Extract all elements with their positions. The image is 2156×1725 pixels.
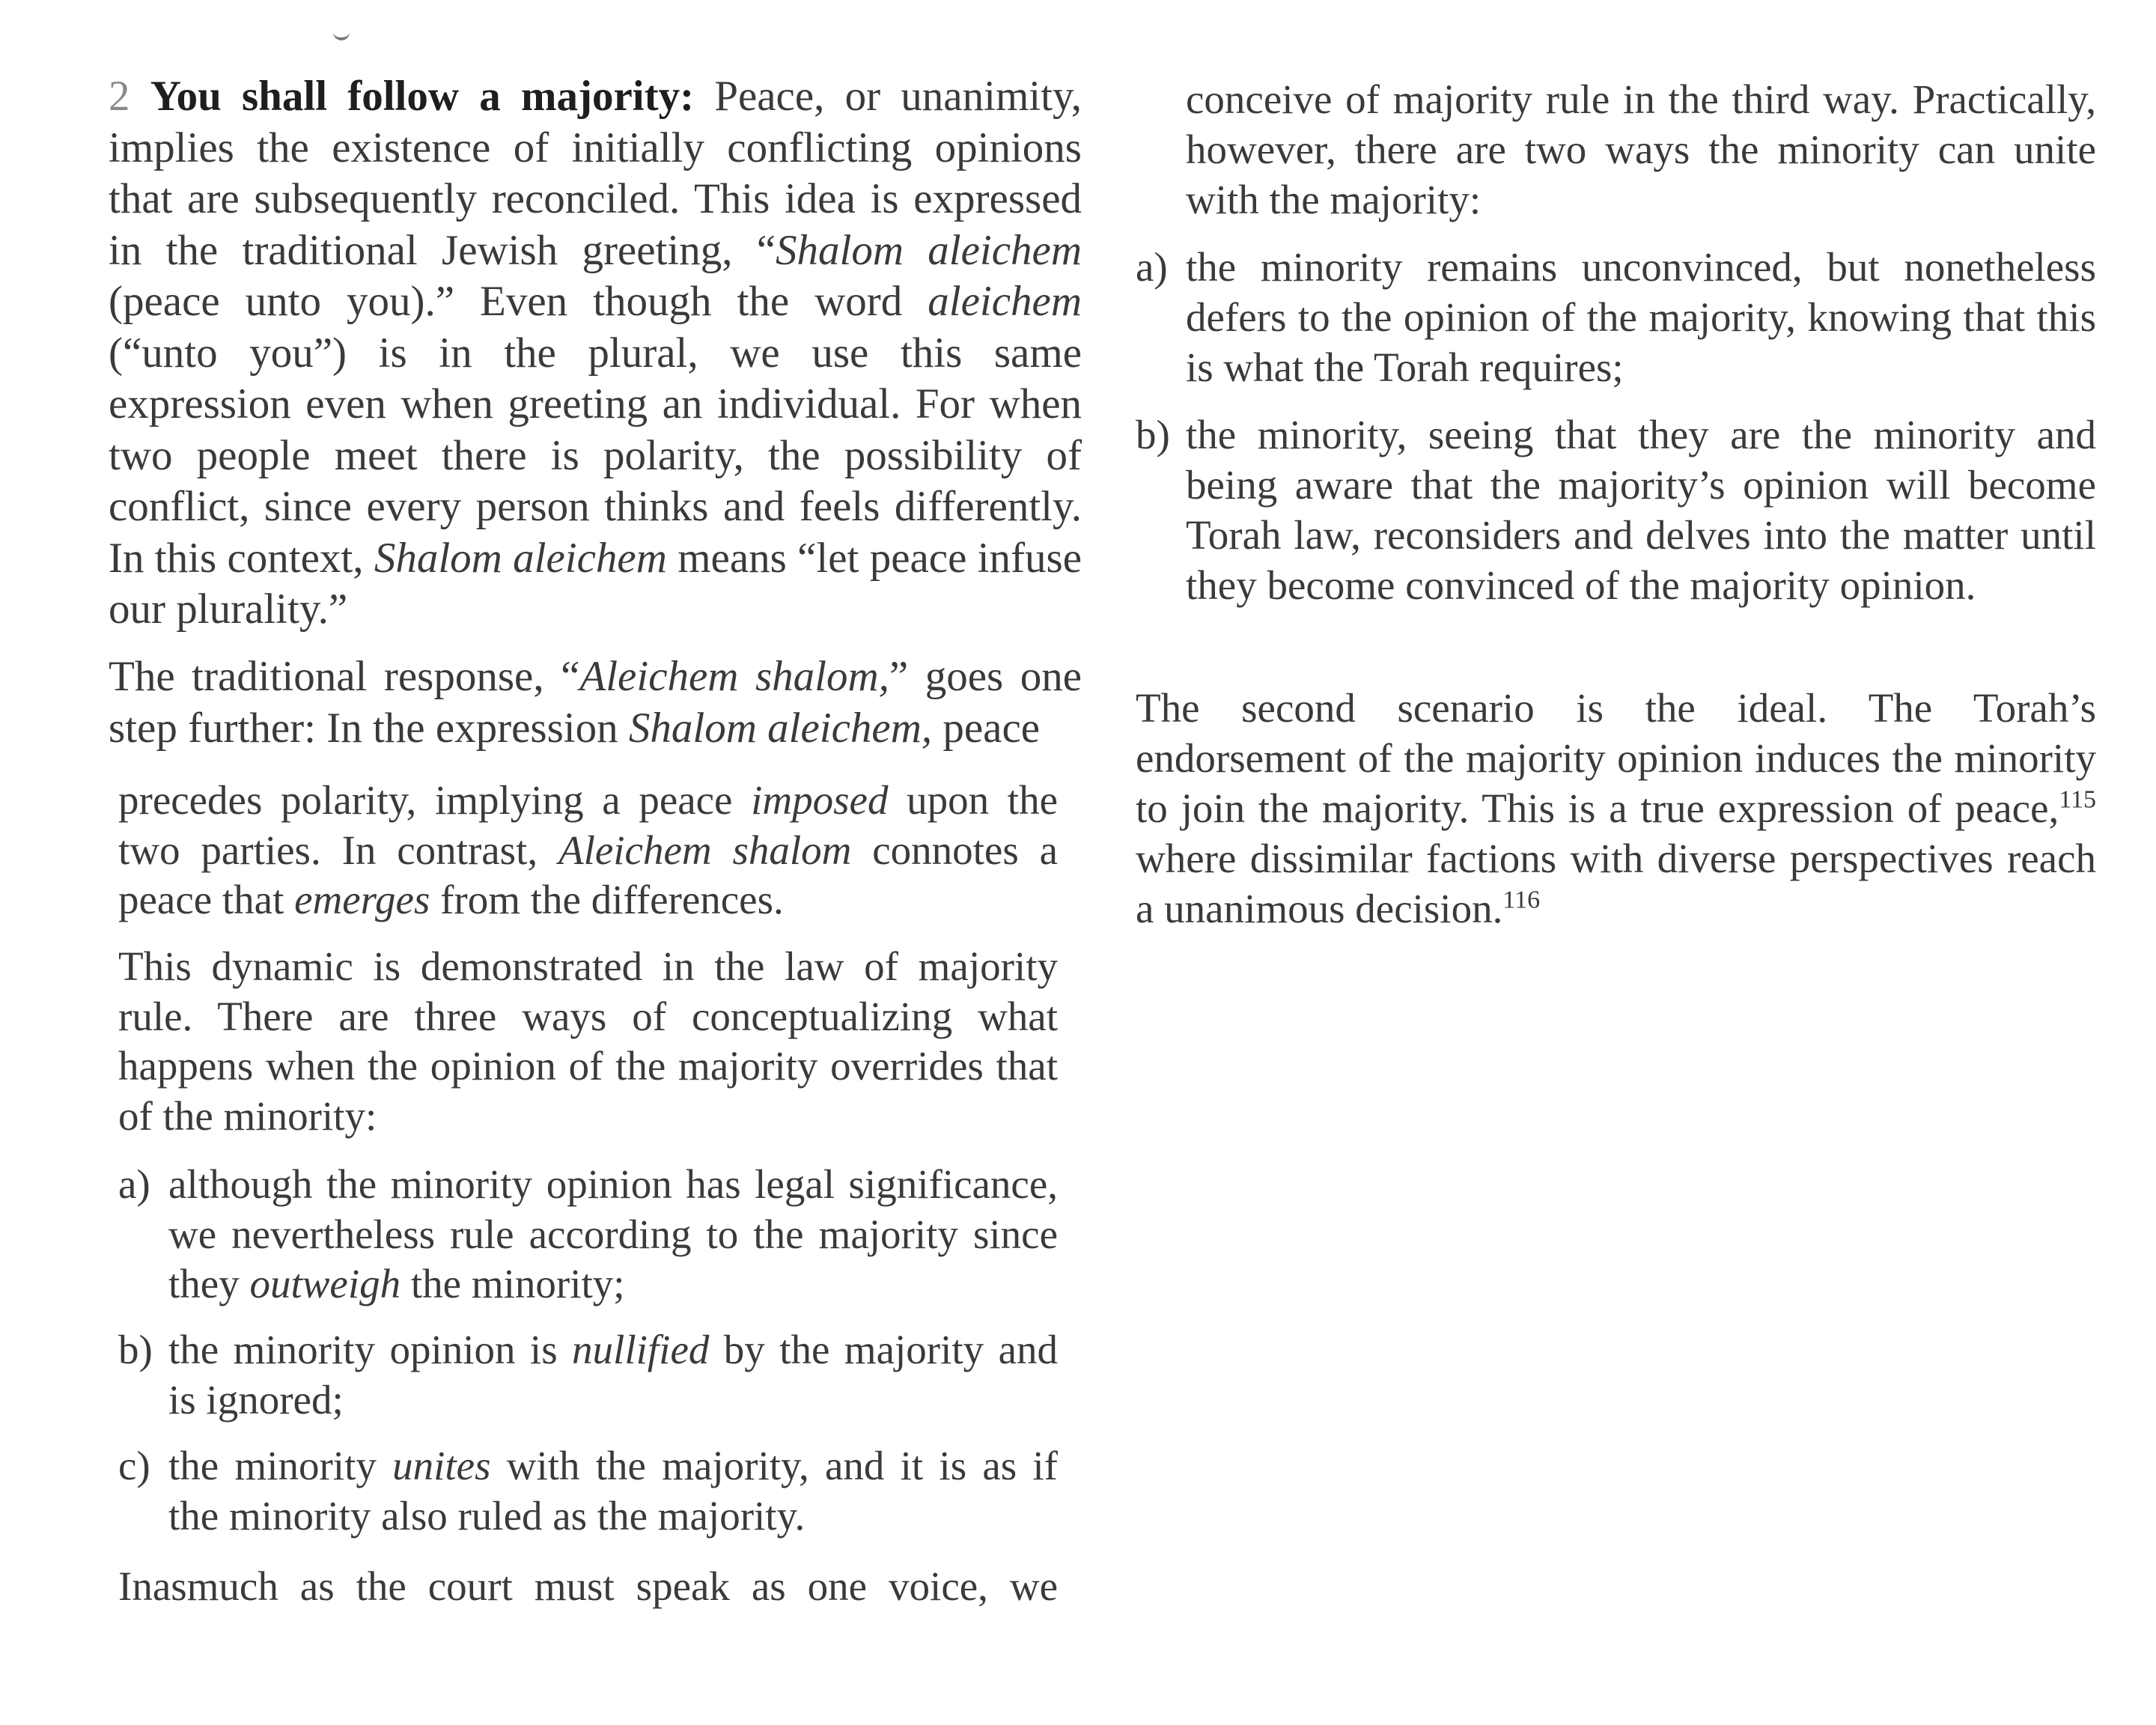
paragraph-response: The traditional response, “Aleichem shalom,” goes one step further: In the expression Shalom aleichem, peace: [109, 653, 1082, 752]
verse-number: 2: [109, 73, 130, 120]
footnote-115[interactable]: 115: [2059, 785, 2096, 814]
list-item-b: b) the minority opinion is nullified by the majority and is ignored;: [118, 1327, 1058, 1423]
paragraph-intro: 2 You shall follow a majority: Peace, or unanimity, implies the existence of initially conflicting opinions that are subsequently reconciled. This idea is expressed in the traditional Jewish greeting, “Shalom aleichem (peace unto you).” Even though the word aleichem (“unto you”) is in the plural, we use this same expression even when greeting an individual. For when two people meet there is polarity, the possibility of conflict, since every person thinks and feels differently. In this context, Shalom aleichem means “let peace infuse our plurality.”: [109, 73, 1082, 633]
verse-heading: You shall follow a majority:: [150, 73, 695, 120]
paragraph-third-way: conceive of majority rule in the third way. Practically, however, there are two ways the minority can unite with the majority:: [1186, 76, 2096, 222]
paragraph-court: Inasmuch as the court must speak as one voice, we: [118, 1563, 1058, 1609]
list-item-c: c) the minority unites with the majority, and it is as if the minority also ruled as the majority.: [118, 1443, 1058, 1539]
cropped-text-mark: [333, 30, 350, 40]
list-item-a: a) although the minority opinion has legal significance, we nevertheless rule according to the majority since they outweigh the minority;: [118, 1161, 1058, 1306]
right-list-item-a: a) the minority remains unconvinced, but nonetheless defers to the opinion of the majority, knowing that this is what the Torah requires;: [1136, 244, 2096, 390]
right-list-item-b: b) the minority, seeing that they are the minority and being aware that the majority’s opinion will become Torah law, reconsiders and delves into the matter until they become convinced of the majority opinion.: [1136, 412, 2096, 608]
paragraph-dynamic: This dynamic is demonstrated in the law of majority rule. There are three ways of conceptualizing what happens when the opinion of the majority overrides that of the minority:: [118, 943, 1058, 1139]
paragraph-ideal: The second scenario is the ideal. The Torah’s endorsement of the majority opinion induces the minority to join the majority. This is a true expression of peace,$^{115}$ where dissimilar factions with diverse perspectives reach a unanimous decision.$^{116}$: [1136, 685, 2096, 931]
footnote-116[interactable]: 116: [1502, 886, 1541, 914]
paragraph-polarity: precedes polarity, implying a peace imposed upon the two parties. In contrast, Aleichem shalom connotes a peace that emerges from the differences.: [118, 777, 1059, 922]
